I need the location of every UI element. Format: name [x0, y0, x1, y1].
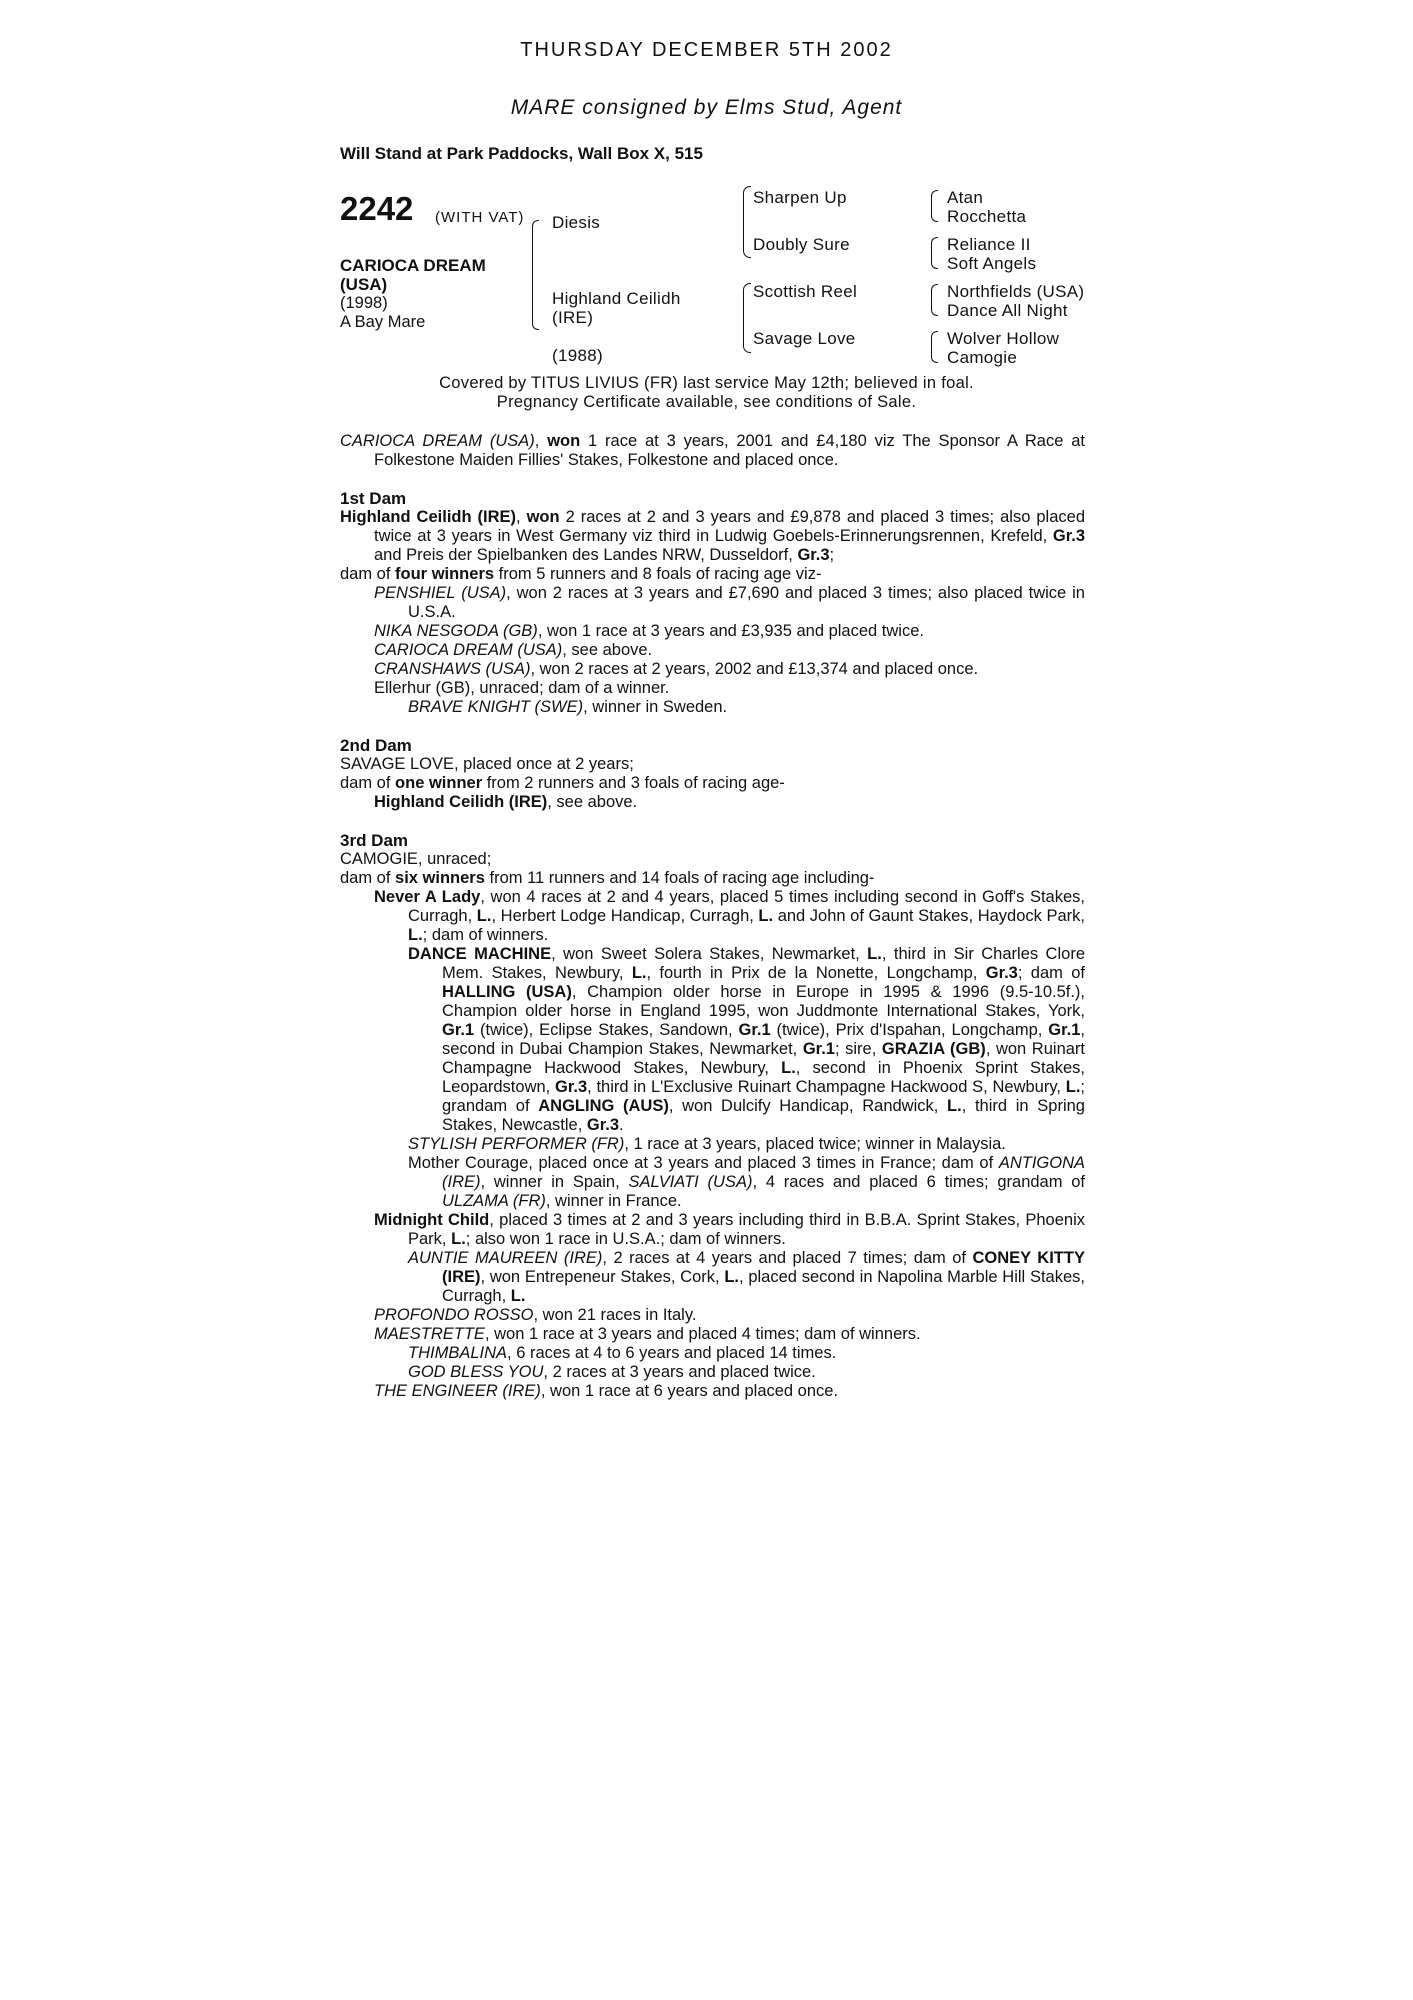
pedigree-g2-savage-love: Savage Love: [753, 329, 856, 348]
stand-location: Will Stand at Park Paddocks, Wall Box X, 515: [340, 144, 703, 163]
pedigree-brace-sire: [743, 186, 751, 258]
third-dam-heading: 3rd Dam: [340, 831, 409, 850]
first-dam-heading: 1st Dam: [340, 489, 407, 508]
pedigree-g3-atan: Atan: [947, 188, 984, 207]
list-item: THIMBALINA, 6 races at 4 to 6 years and placed 14 times.: [408, 1344, 837, 1362]
second-dam-heading: 2nd Dam: [340, 736, 412, 755]
list-item: Midnight Child, placed 3 times at 2 and 3 years including third in B.B.A. Sprint Stakes, Phoenix Park, L.; also won 1 race in U.S.A.; dam of winners.: [374, 1211, 1085, 1248]
list-item: GOD BLESS YOU, 2 races at 3 years and placed twice.: [408, 1363, 816, 1381]
pedigree-dam: Highland Ceilidh: [552, 289, 681, 308]
list-item: AUNTIE MAUREEN (IRE), 2 races at 4 years and placed 7 times; dam of CONEY KITTY (IRE), won Entrepeneur Stakes, Cork, L., placed second in Napolina Marble Hill Stakes, Curragh, L.: [408, 1249, 1085, 1305]
pedigree-brace-g3-2: [931, 237, 938, 269]
pedigree-g2-scottish-reel: Scottish Reel: [753, 282, 858, 301]
list-item: PROFONDO ROSSO, won 21 races in Italy.: [374, 1306, 697, 1324]
list-item: MAESTRETTE, won 1 race at 3 years and placed 4 times; dam of winners.: [374, 1325, 921, 1343]
produce-record: [340, 432, 1085, 1401]
pedigree-brace-main: [532, 220, 539, 330]
list-item: PENSHIEL (USA), won 2 races at 3 years and £7,690 and placed 3 times; also placed twice in U.S.A.: [374, 584, 1085, 621]
pedigree-g2-sharpen-up: Sharpen Up: [753, 188, 847, 207]
covered-note: [0, 374, 1413, 412]
third-dam-produce: dam of six winners from 11 runners and 14 foals of racing age including-: [340, 869, 875, 887]
pedigree-brace-g3-3: [931, 284, 938, 316]
pedigree-g3-wolver-hollow: Wolver Hollow: [947, 329, 1060, 348]
list-item: Never A Lady, won 4 races at 2 and 4 years, placed 5 times including second in Goff's Stakes, Curragh, L., Herbert Lodge Handicap, Curragh, L. and John of Gaunt Stakes, Haydock Park, L.; dam of winners.: [374, 888, 1086, 944]
third-dam-record: CAMOGIE, unraced;: [340, 850, 492, 868]
first-dam-record: Highland Ceilidh (IRE), won 2 races at 2 and 3 years and £9,878 and placed 3 times; also placed twice at 3 years in West Germany viz third in Ludwig Goebels-Erinnerungsrennen, Krefeld, Gr.3 and Preis der Spielbanken des Landes NRW, Dusseldorf, Gr.3;: [340, 508, 1085, 564]
pedigree-sire: Diesis: [552, 213, 601, 232]
pedigree-g3-dance-all-night: Dance All Night: [947, 301, 1068, 320]
horse-identity: [340, 256, 520, 332]
horse-name: CARIOCA DREAM: [340, 256, 486, 275]
list-item: DANCE MACHINE, won Sweet Solera Stakes, Newmarket, L., third in Sir Charles Clore Mem. Stakes, Newbury, L., fourth in Prix de la Nonette, Longchamp, Gr.3; dam of HALLING (USA), Champion older horse in Europe in 1995 & 1996 (9.5-10.5f.), Champion older horse in England 1995, won Juddmonte International Stakes, York, Gr.1 (twice), Eclipse Stakes, Sandown, Gr.1 (twice), Prix d'Ispahan, Longchamp, Gr.1, second in Dubai Champion Stakes, Newmarket, Gr.1; sire, GRAZIA (GB), won Ruinart Champagne Hackwood Stakes, Newbury, L., second in Phoenix Sprint Stakes, Leopardstown, Gr.3, third in L'Exclusive Ruinart Champagne Hackwood S, Newbury, L.; grandam of ANGLING (AUS), won Dulcify Handicap, Randwick, L., third in Spring Stakes, Newcastle, Gr.3.: [408, 945, 1086, 1134]
list-item: Mother Courage, placed once at 3 years and placed 3 times in France; dam of ANTIGONA (IRE), winner in Spain, SALVIATI (USA), 4 races and placed 6 times; grandam of ULZAMA (FR), winner in France.: [408, 1154, 1086, 1210]
pedigree-brace-g3-4: [931, 331, 938, 363]
list-item: Highland Ceilidh (IRE), see above.: [374, 793, 638, 811]
horse-description: A Bay Mare: [340, 313, 426, 331]
covered-line: Covered by TITUS LIVIUS (FR) last service May 12th; believed in foal.: [439, 374, 974, 392]
list-item: CRANSHAWS (USA), won 2 races at 2 years, 2002 and £13,374 and placed once.: [374, 660, 979, 678]
pedigree-dam-country: (IRE): [552, 308, 594, 327]
pedigree-g3-camogie: Camogie: [947, 348, 1018, 367]
list-item: NIKA NESGODA (GB), won 1 race at 3 years and £3,935 and placed twice.: [374, 622, 924, 640]
horse-country: (USA): [340, 275, 388, 294]
pedigree-g3-northfields: Northfields (USA): [947, 282, 1085, 301]
race-record: CARIOCA DREAM (USA), won 1 race at 3 years, 2001 and £4,180 viz The Sponsor A Race at Folkestone Maiden Fillies' Stakes, Folkestone and placed once.: [340, 432, 1085, 469]
consignor-line: MARE consigned by Elms Stud, Agent: [510, 96, 903, 119]
pedigree-g3-rocchetta: Rocchetta: [947, 207, 1027, 226]
pedigree-brace-dam: [743, 283, 751, 353]
list-item: THE ENGINEER (IRE), won 1 race at 6 years and placed once.: [374, 1382, 839, 1400]
sale-date: THURSDAY DECEMBER 5TH 2002: [520, 39, 893, 61]
pedigree-g2-doubly-sure: Doubly Sure: [753, 235, 850, 254]
pedigree-dam-year: (1988): [552, 346, 603, 365]
vat-note: (WITH VAT): [435, 209, 525, 226]
horse-name-ref: CARIOCA DREAM (USA): [340, 432, 535, 450]
pedigree-g3-soft-angels: Soft Angels: [947, 254, 1037, 273]
pedigree-g3-reliance: Reliance II: [947, 235, 1031, 254]
second-dam-produce: dam of one winner from 2 runners and 3 foals of racing age-: [340, 774, 785, 792]
pedigree-brace-g3-1: [931, 190, 938, 222]
list-item: STYLISH PERFORMER (FR), 1 race at 3 years, placed twice; winner in Malaysia.: [408, 1135, 1006, 1153]
list-item: CARIOCA DREAM (USA), see above.: [374, 641, 653, 659]
list-item: BRAVE KNIGHT (SWE), winner in Sweden.: [408, 698, 728, 716]
second-dam-record: SAVAGE LOVE, placed once at 2 years;: [340, 755, 634, 773]
horse-year: (1998): [340, 294, 388, 312]
lot-number: 2242: [340, 190, 414, 227]
list-item: Ellerhur (GB), unraced; dam of a winner.: [374, 679, 670, 697]
certificate-line: Pregnancy Certificate available, see conditions of Sale.: [496, 393, 917, 411]
first-dam-produce: dam of four winners from 5 runners and 8 foals of racing age viz-: [340, 565, 822, 583]
